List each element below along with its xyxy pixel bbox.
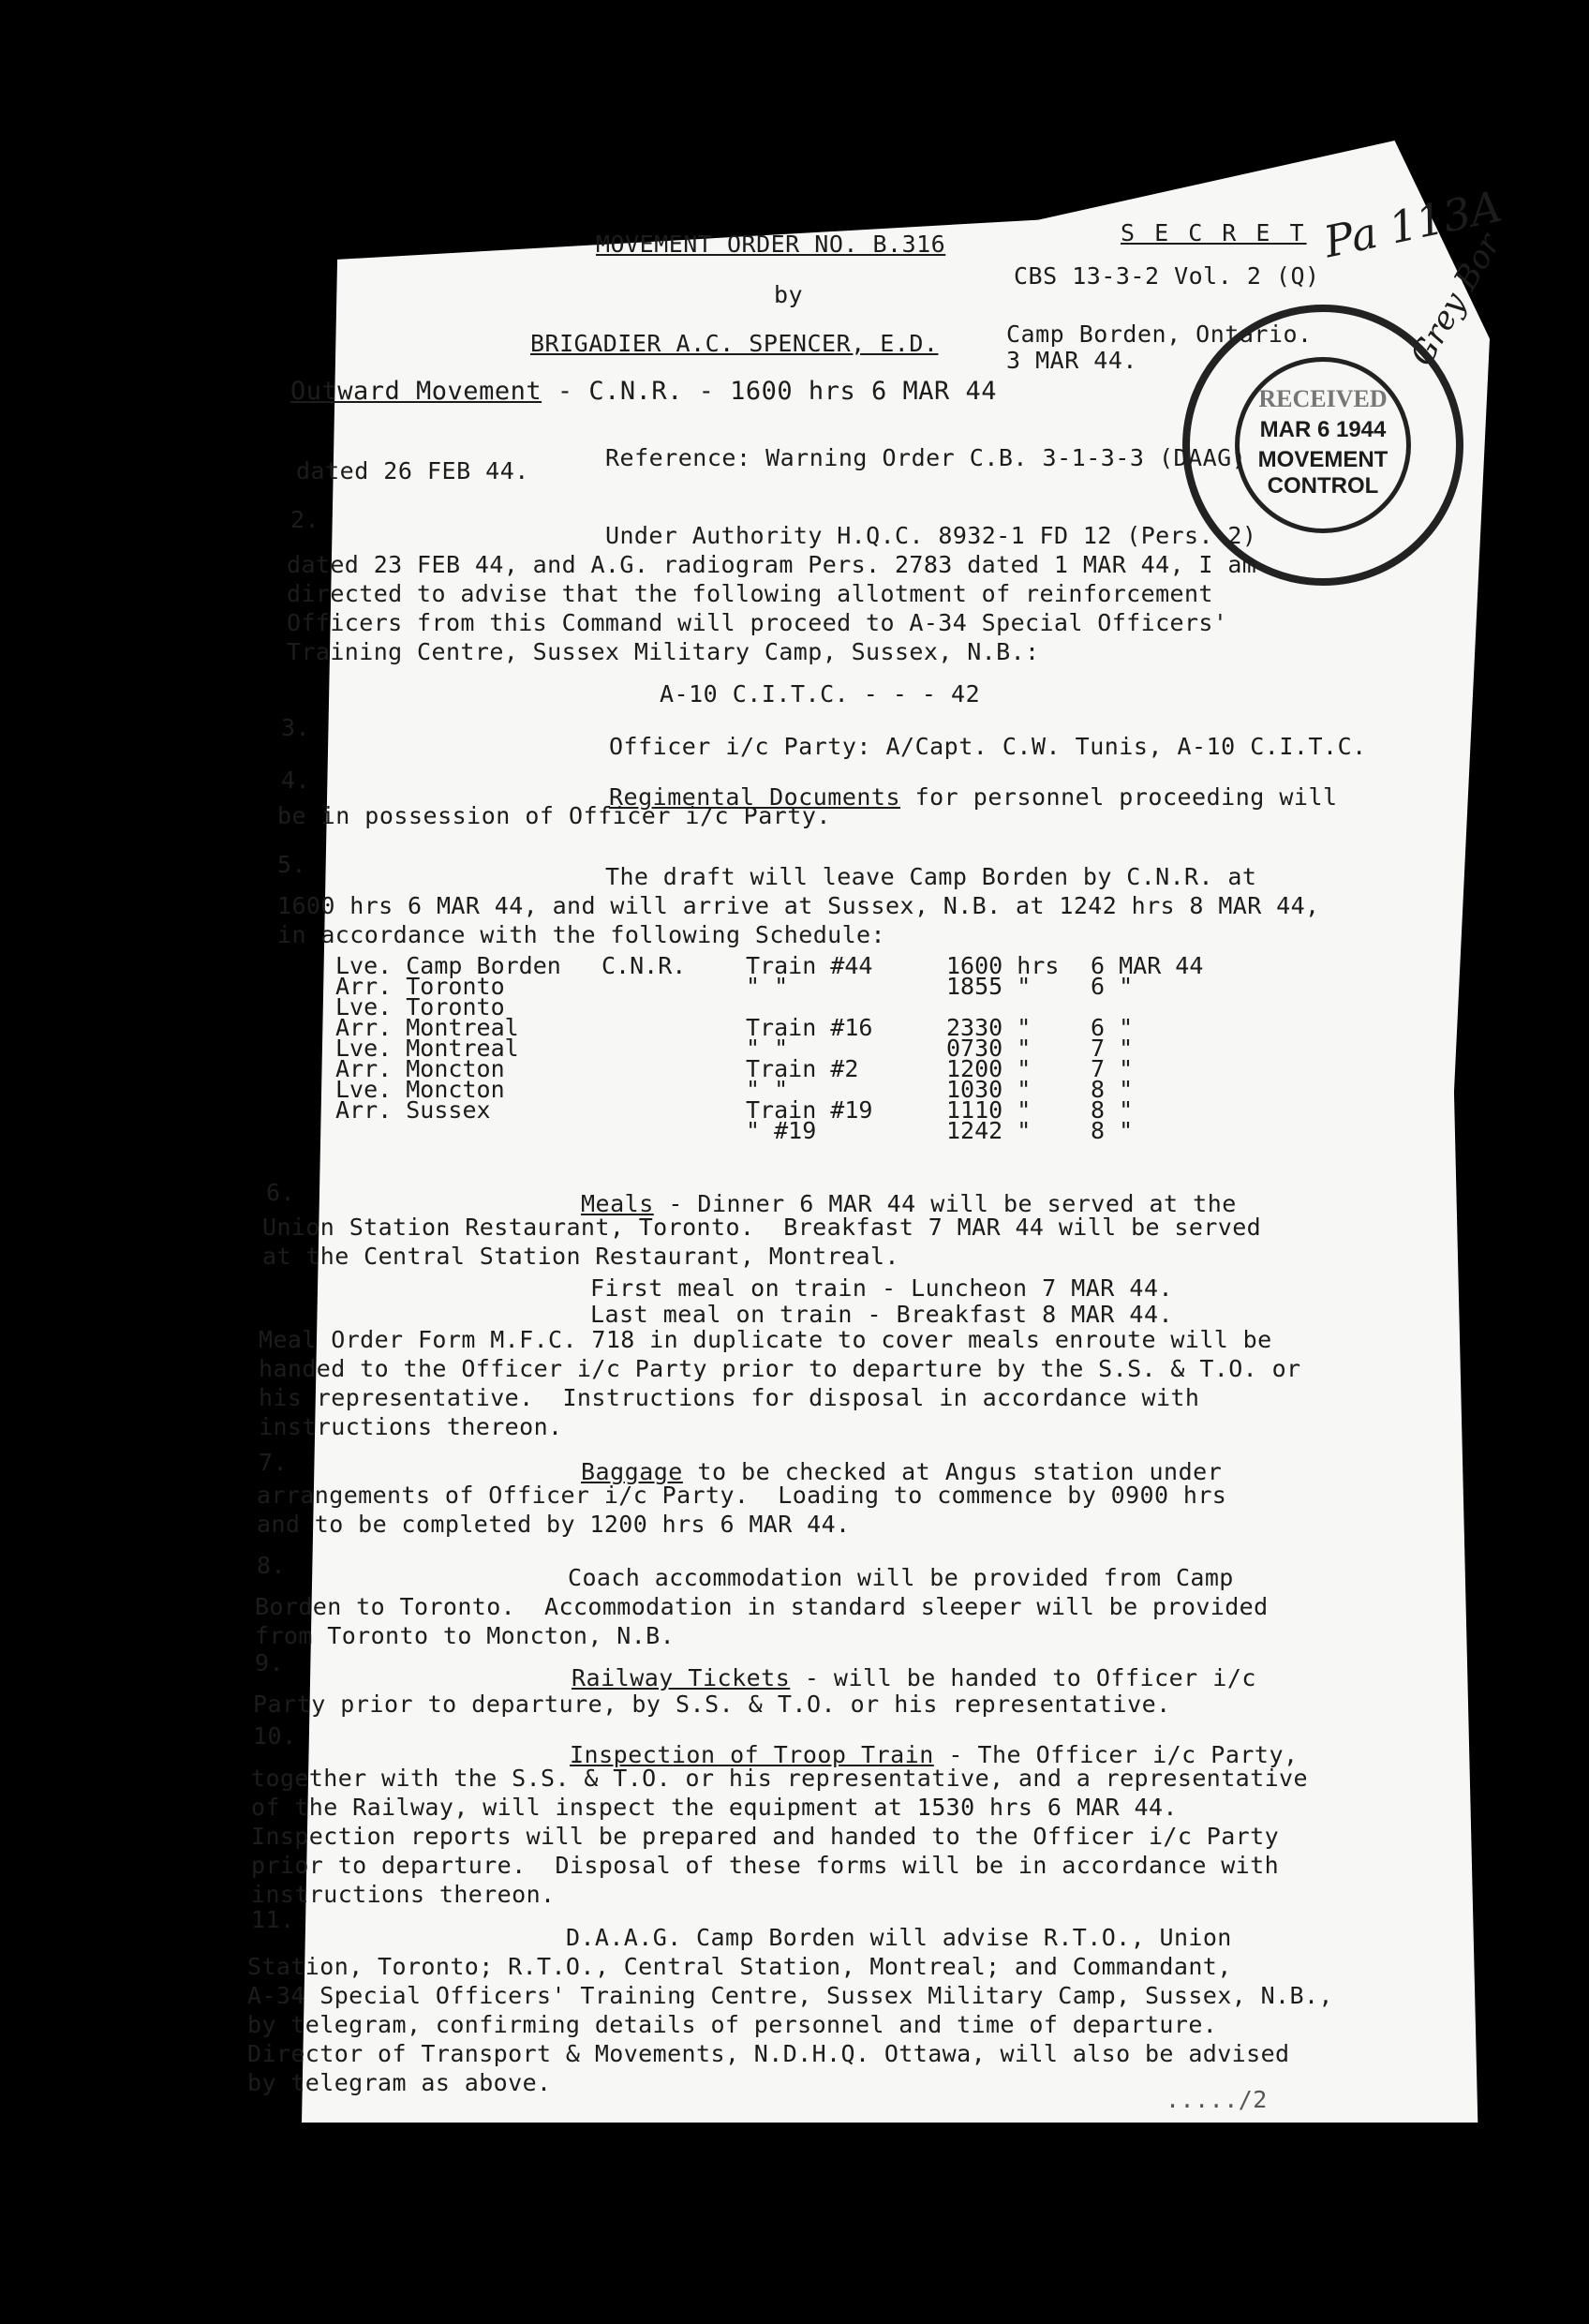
para-9-text: - will be handed to Officer i/c (790, 1664, 1256, 1691)
schedule-railway (601, 976, 746, 997)
para-4-text: for personnel proceeding will (900, 783, 1338, 811)
para-11-number: 11. (251, 1906, 295, 1933)
order-by: by (774, 281, 804, 308)
schedule-time: 1242 " (946, 1117, 1032, 1144)
subject-rest: - C.N.R. - 1600 hrs 6 MAR 44 (542, 377, 997, 406)
schedule-train: " " (746, 1076, 789, 1103)
para-4-heading: Regimental Documents (609, 783, 901, 811)
schedule-row (335, 1121, 1216, 1141)
reference-line: Reference: Warning Order C.B. 3-1-3-3 (DAAG) (605, 444, 1247, 471)
schedule-date: 8 " (1091, 1076, 1134, 1103)
para-10-number: 10. (253, 1722, 297, 1750)
para-6-meal-form: Meal Order Form M.F.C. 718 in duplicate to cover meals enroute will be handed to the Officer i/c Party prior to departure by the S.S. & T.O. or his representative. Instructions for disposal in accordance with instructions thereon. (259, 1326, 1301, 1440)
schedule-railway (601, 1018, 746, 1038)
schedule-train: " #19 (746, 1117, 817, 1144)
order-title: MOVEMENT ORDER NO. B.316 (596, 231, 946, 258)
schedule-stop: Arr. Toronto (335, 973, 505, 1000)
schedule-train: Train #2 (746, 1055, 859, 1082)
file-reference: CBS 13-3-2 Vol. 2 (Q) (1014, 262, 1320, 290)
schedule-railway (601, 1100, 746, 1121)
train-schedule (335, 952, 1216, 1144)
schedule-railway: C.N.R. (601, 952, 687, 979)
schedule-date: 6 " (1091, 1014, 1134, 1041)
schedule-train: " " (746, 973, 789, 1000)
stamp-control: CONTROL (1267, 473, 1379, 499)
para-11-text: D.A.A.G. Camp Borden will advise R.T.O., Union Station, Toronto; R.T.O., Central Station, Montreal; and Commandant, A-34 Special Officers' Training Centre, Sussex Military Camp, Sussex, N.B., by telegram, confirming details of personnel and time of departure. Director of Transport & Movements, N.D.H.Q. Ottawa, will also be advised by telegram as above. (247, 1924, 1333, 2096)
para-5-text: The draft will leave Camp Borden by C.N.R. at 1600 hrs 6 MAR 44, and will arrive at Sussex, N.B. at 1242 hrs 8 MAR 44, in accordance with the following Schedule: (277, 863, 1320, 948)
para-6-number: 6. (266, 1179, 296, 1206)
para-6-first-meal: First meal on train - Luncheon 7 MAR 44. (590, 1274, 1174, 1302)
schedule-train: " " (746, 1035, 789, 1062)
schedule-date: 7 " (1091, 1035, 1134, 1062)
schedule-railway (601, 997, 746, 1018)
schedule-railway (601, 1059, 746, 1080)
issue-location: Camp Borden, Ontario. (1006, 320, 1313, 348)
handwritten-annotation-2: Grey Bor (1403, 227, 1508, 373)
schedule-railway (601, 1038, 746, 1059)
para-6-text: - Dinner 6 MAR 44 will be served at the (653, 1190, 1237, 1217)
schedule-date: 8 " (1091, 1117, 1134, 1144)
para-7-text: to be checked at Angus station under (682, 1458, 1223, 1485)
para-7-heading: Baggage (581, 1458, 683, 1485)
para-9-heading: Railway Tickets (572, 1664, 791, 1691)
reference-dated: dated 26 FEB 44. (296, 457, 529, 484)
para-9-number: 9. (255, 1649, 285, 1676)
subject-line (290, 377, 997, 406)
para-2-text: Under Authority H.Q.C. 8932-1 FD 12 (Pers. 2) dated 23 FEB 44, and A.G. radiogram Pers. 2783 dated 1 MAR 44, I am directed to advise that the following allotment of reinforcement Officers from this Command will proceed to A-34 Special Officers' Training Centre, Sussex Military Camp, Sussex, N.B.: (287, 522, 1257, 665)
subject-label: Outward Movement (290, 377, 542, 406)
para-6-cont: Union Station Restaurant, Toronto. Breakfast 7 MAR 44 will be served at the Central Station Restaurant, Montreal. (262, 1214, 1262, 1270)
para-3-text: Officer i/c Party: A/Capt. C.W. Tunis, A-10 C.I.T.C. (609, 733, 1367, 760)
issue-date: 3 MAR 44. (1006, 347, 1137, 374)
schedule-train: Train #19 (746, 1096, 873, 1124)
para-7-cont: arrangements of Officer i/c Party. Loading to commence by 0900 hrs and to be completed by 1200 hrs 6 MAR 44. (257, 1482, 1227, 1538)
para-8-number: 8. (257, 1552, 287, 1579)
schedule-stop: Arr. Moncton (335, 1055, 505, 1082)
schedule-stop: Lve. Montreal (335, 1035, 519, 1062)
page-continuation: ...../2 (1166, 2086, 1268, 2113)
para-9-line (572, 1664, 1256, 1691)
classification-label: S E C R E T (1121, 219, 1307, 246)
schedule-stop: Arr. Sussex (335, 1096, 491, 1124)
schedule-time: 1600 hrs (946, 952, 1060, 979)
para-6-heading: Meals (581, 1190, 654, 1217)
schedule-time: 1110 " (946, 1096, 1032, 1124)
para-8-text: Coach accommodation will be provided from Camp Borden to Toronto. Accommodation in standard sleeper will be provided from Toronto to Moncton, N.B. (255, 1564, 1269, 1649)
para-2-number: 2. (290, 506, 320, 533)
para-9-cont: Party prior to departure, by S.S. & T.O. or his representative. (253, 1691, 1171, 1718)
para-3-number: 3. (281, 714, 311, 741)
schedule-date: 6 MAR 44 (1091, 952, 1204, 979)
schedule-train: Train #44 (746, 952, 873, 979)
handwritten-annotation: Pa 113A (1319, 180, 1507, 268)
para-6-last-meal: Last meal on train - Breakfast 8 MAR 44. (590, 1301, 1174, 1328)
schedule-stop: Lve. Toronto (335, 993, 505, 1020)
para-4-cont: be in possession of Officer i/c Party. (277, 802, 831, 829)
schedule-time: 1855 " (946, 973, 1032, 1000)
para-10-text: - The Officer i/c Party, (933, 1741, 1299, 1768)
stamp-date: MAR 6 1944 (1259, 417, 1387, 442)
order-author: BRIGADIER A.C. SPENCER, E.D. (530, 330, 939, 357)
stamp-inner-ring (1235, 357, 1411, 533)
schedule-time: 2330 " (946, 1014, 1032, 1041)
schedule-train: Train #16 (746, 1014, 873, 1041)
schedule-stop (335, 1121, 601, 1141)
schedule-stop: Arr. Montreal (335, 1014, 519, 1041)
schedule-date: 6 " (1091, 973, 1134, 1000)
stamp-received: RECEIVED (1258, 385, 1388, 412)
schedule-railway (601, 1121, 746, 1141)
para-10-cont: together with the S.S. & T.O. or his representative, and a representative of the Railway, will inspect the equipment at 1530 hrs 6 MAR 44. Inspection reports will be prepared and handed to the Officer i/c Party prior to departure. Disposal of these forms will be in accordance with instructions thereon. (251, 1765, 1308, 1908)
para-10-heading: Inspection of Troop Train (570, 1741, 934, 1768)
allotment-line: A-10 C.I.T.C. - - - 42 (660, 680, 981, 708)
para-4-number: 4. (281, 767, 311, 794)
schedule-time: 1200 " (946, 1055, 1032, 1082)
stamp-movement: MOVEMENT (1257, 447, 1389, 472)
schedule-time: 0730 " (946, 1035, 1032, 1062)
schedule-date: 8 " (1091, 1096, 1134, 1124)
schedule-time: 1030 " (946, 1076, 1032, 1103)
para-5-number: 5. (277, 851, 307, 878)
para-7-number: 7. (259, 1449, 289, 1476)
schedule-railway (601, 1080, 746, 1100)
schedule-stop: Lve. Camp Borden (335, 952, 561, 979)
schedule-date: 7 " (1091, 1055, 1134, 1082)
schedule-stop: Lve. Moncton (335, 1076, 505, 1103)
